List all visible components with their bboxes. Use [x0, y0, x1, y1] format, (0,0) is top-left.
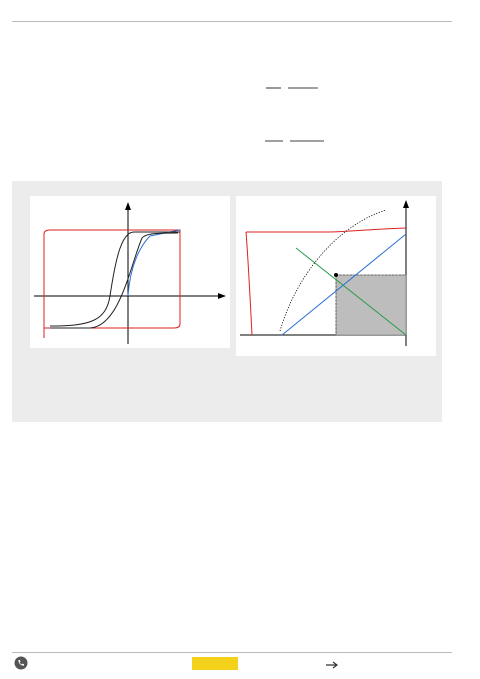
hysteresis-chart [30, 196, 230, 348]
demagnetization-chart [236, 196, 436, 356]
bhmax-rectangle [336, 275, 406, 335]
alpha-formula [240, 72, 350, 106]
footer-divider [12, 652, 452, 653]
right-top-column [240, 40, 440, 48]
bottom-left-column [33, 433, 231, 440]
left-top-column [33, 40, 231, 46]
bottom-right-column [240, 433, 440, 439]
working-point [334, 273, 338, 277]
contact-button[interactable] [192, 657, 238, 670]
beta-formula [240, 124, 360, 160]
header-divider [12, 21, 452, 22]
sidebar [456, 0, 480, 679]
phone-icon [14, 656, 28, 670]
arrow-right-icon [326, 661, 340, 669]
